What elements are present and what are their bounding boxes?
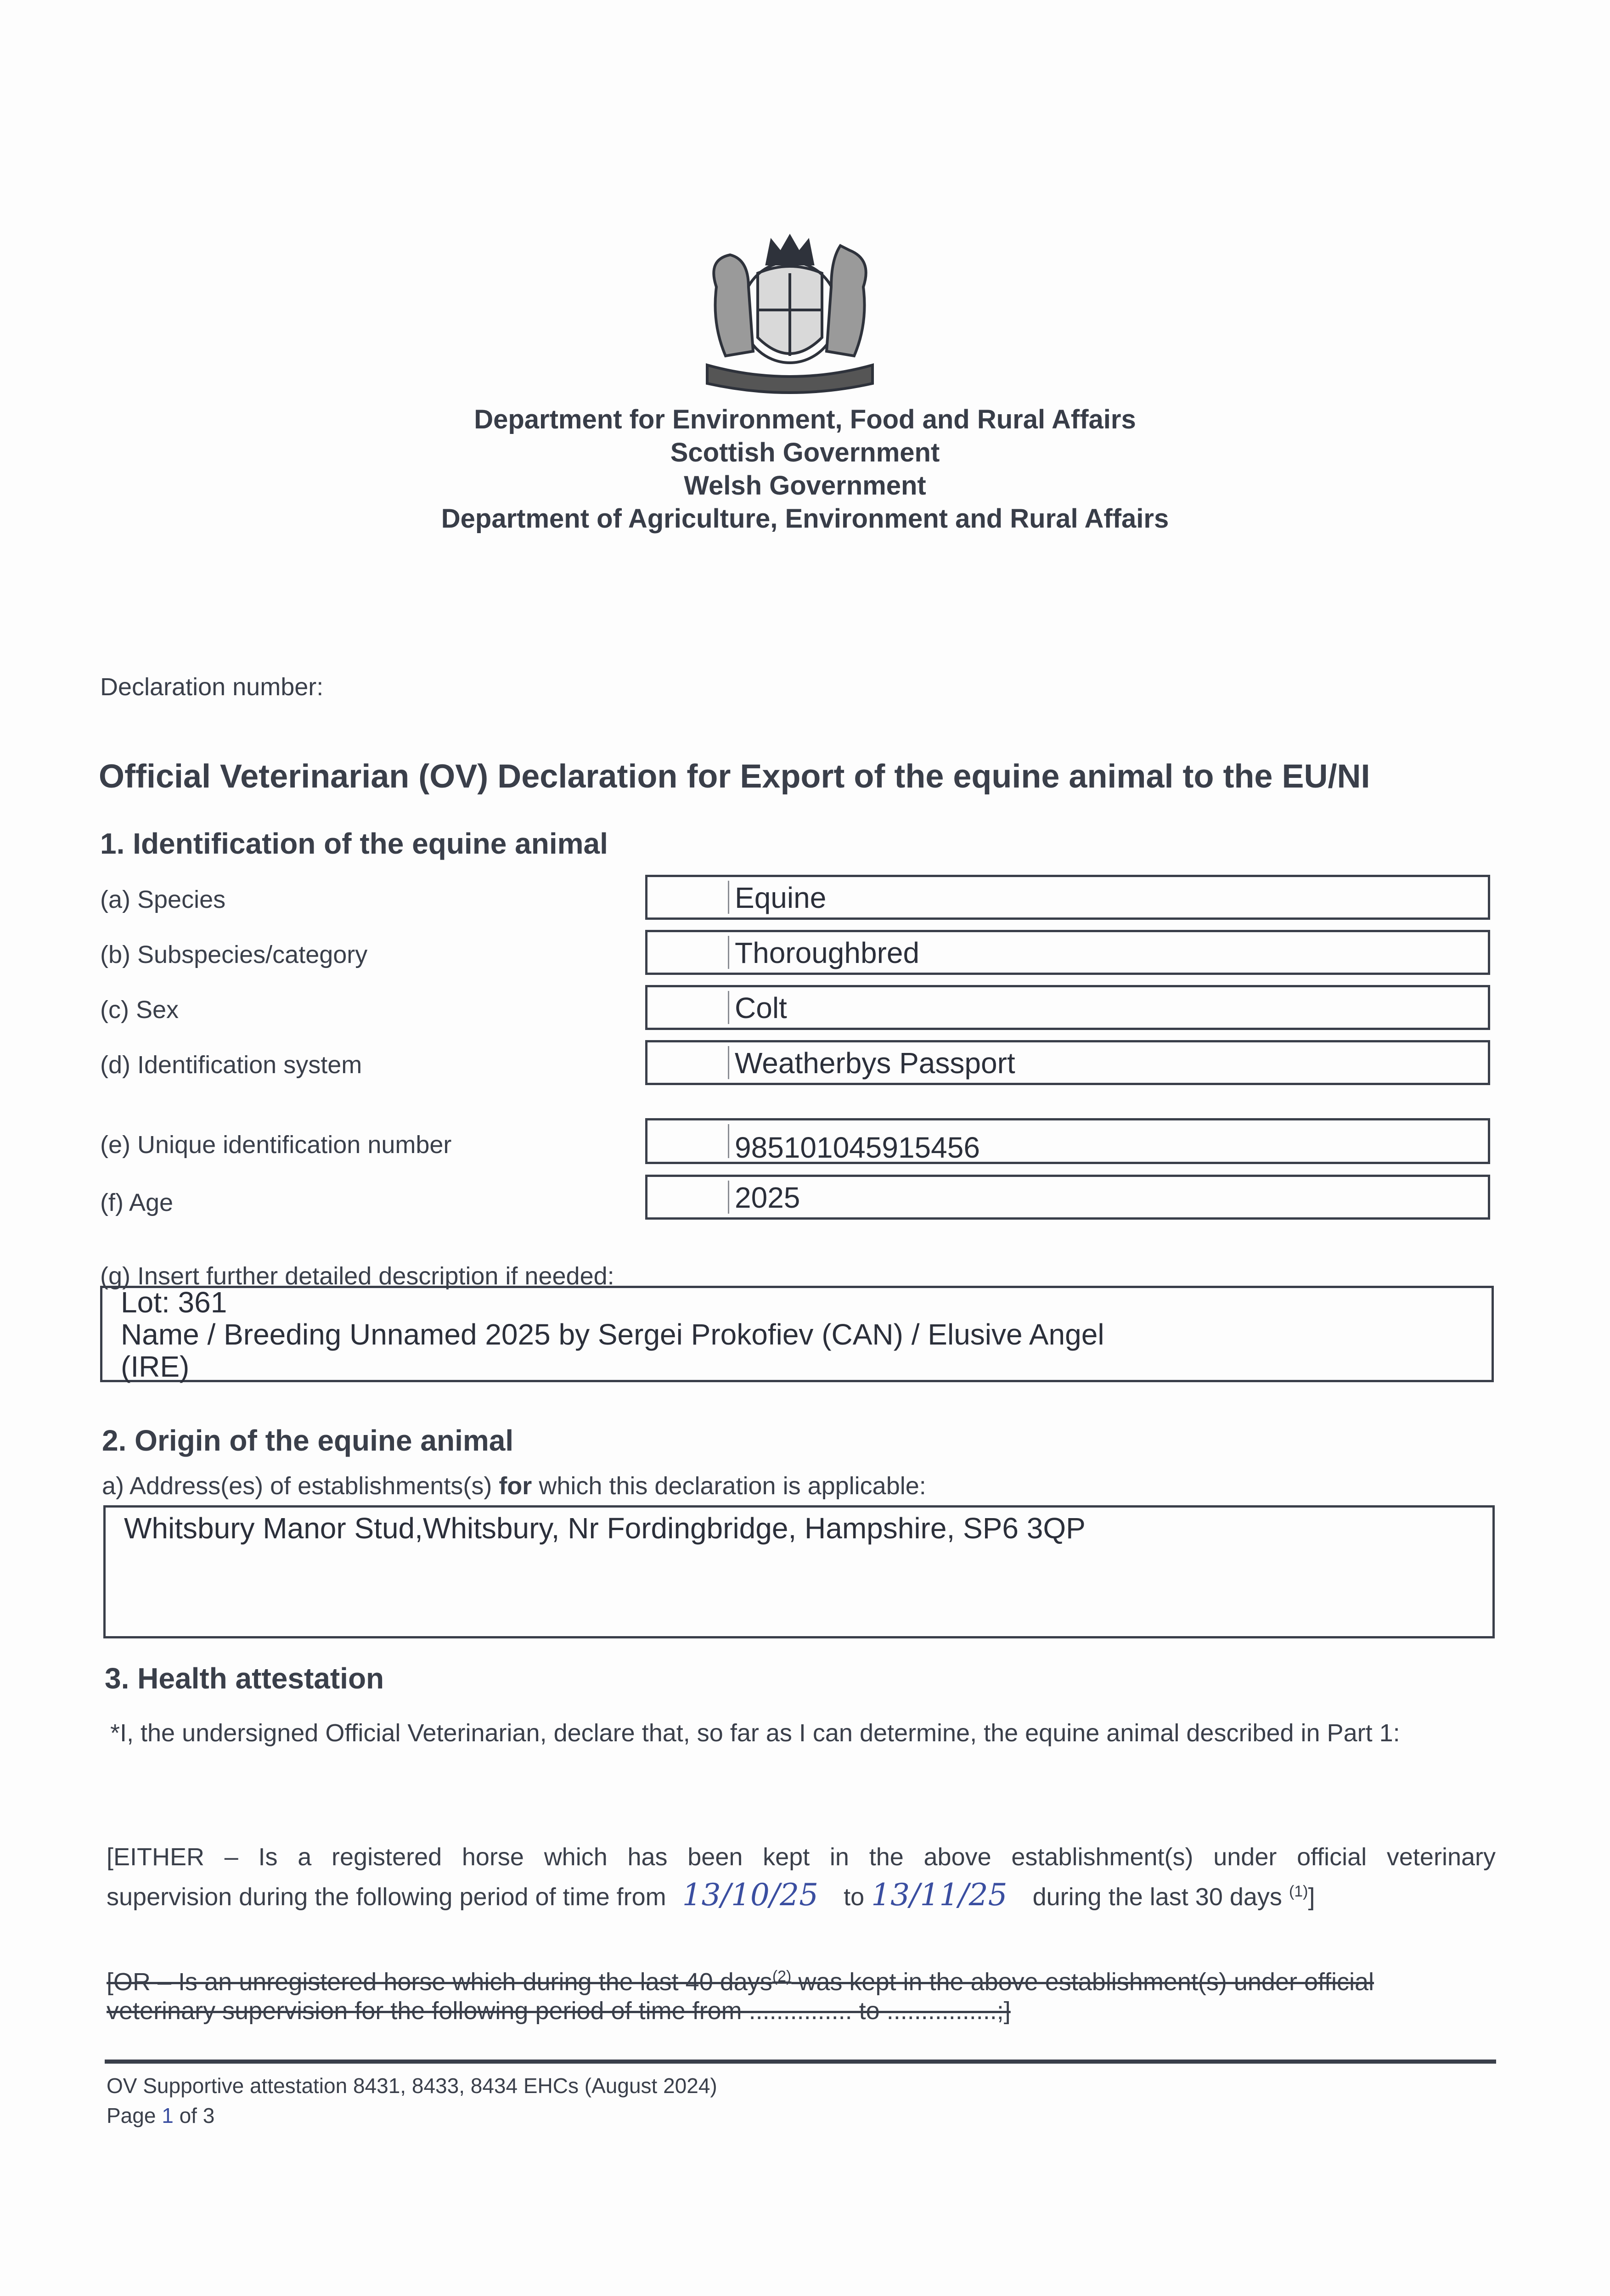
field-box-age [645,1175,1490,1220]
document-title: Official Veterinarian (OV) Declaration for Export of the equine animal to the EU/NI [99,758,1370,795]
further-description-line: (IRE) [121,1350,190,1383]
handwritten-date-from: 13/10/25 [682,1877,819,1913]
department-line: Welsh Government [684,471,926,501]
footer-rule [105,2060,1496,2064]
further-description-line: Lot: 361 [121,1286,227,1319]
field-box-uid [645,1118,1490,1164]
field-value-species: Equine [735,881,827,914]
footer-page-number: Page 1 of 3 [107,2104,215,2127]
address-label: a) Address(es) of establishments(s) for which this declaration is applicable: [102,1472,926,1500]
field-label-subspecies: (b) Subspecies/category [100,941,368,968]
further-description-label: (g) Insert further detailed description if needed: [100,1262,614,1290]
field-box-subspecies [645,930,1490,975]
field-value-age: 2025 [735,1181,800,1214]
royal-crest-icon [689,232,891,402]
field-box-species [645,875,1490,920]
footer-attestation: OV Supportive attestation 8431, 8433, 8434 EHCs (August 2024) [107,2074,717,2098]
handwritten-date-to: 13/11/25 [871,1877,1008,1913]
field-label-uid: (e) Unique identification number [100,1131,452,1159]
department-line: Department of Agriculture, Environment and Rural Affairs [441,504,1169,534]
either-line-2: supervision during the following period of time from 13/10/25 to 13/11/25 during the last 30 days $^{(1)}$] [107,1877,1315,1913]
either-line-1: [EITHER – Is a registered horse which has been kept in the above establishment(s) under official veterinary [107,1843,1496,1871]
field-label-identification-system: (d) Identification system [100,1051,362,1079]
field-label-species: (a) Species [100,886,226,913]
field-box-sex [645,985,1490,1030]
or-line-1: [OR – Is an unregistered horse which during the last 40 days$^{(2)}$ was kept in the above establishment(s) under official [107,1968,1374,1996]
declaration-number-label: Declaration number: [100,673,324,701]
field-label-age: (f) Age [100,1189,174,1216]
field-box-identification-system [645,1040,1490,1085]
section-heading: 1. Identification of the equine animal [100,827,608,860]
department-line: Department for Environment, Food and Rural Affairs [474,405,1136,434]
attestation-intro: *I, the undersigned Official Veterinarian, declare that, so far as I can determine, the equine animal described in Part 1: [110,1719,1400,1747]
field-value-subspecies: Thoroughbred [735,936,920,969]
further-description-box [100,1286,1494,1382]
or-line-2: veterinary supervision for the following period of time from ............... to ................;] [107,1997,1011,2025]
address-value: Whitsbury Manor Stud,Whitsbury, Nr Fordingbridge, Hampshire, SP6 3QP [124,1512,1086,1545]
field-value-sex: Colt [735,991,787,1024]
section-heading: 3. Health attestation [105,1662,384,1695]
further-description-line: Name / Breeding Unnamed 2025 by Sergei Prokofiev (CAN) / Elusive Angel [121,1318,1104,1351]
department-line: Scottish Government [670,438,940,467]
field-value-uid: 985101045915456 [735,1131,980,1164]
section-heading: 2. Origin of the equine animal [102,1424,514,1457]
field-label-sex: (c) Sex [100,996,179,1024]
field-value-identification-system: Weatherbys Passport [735,1047,1015,1080]
address-box [103,1505,1495,1638]
